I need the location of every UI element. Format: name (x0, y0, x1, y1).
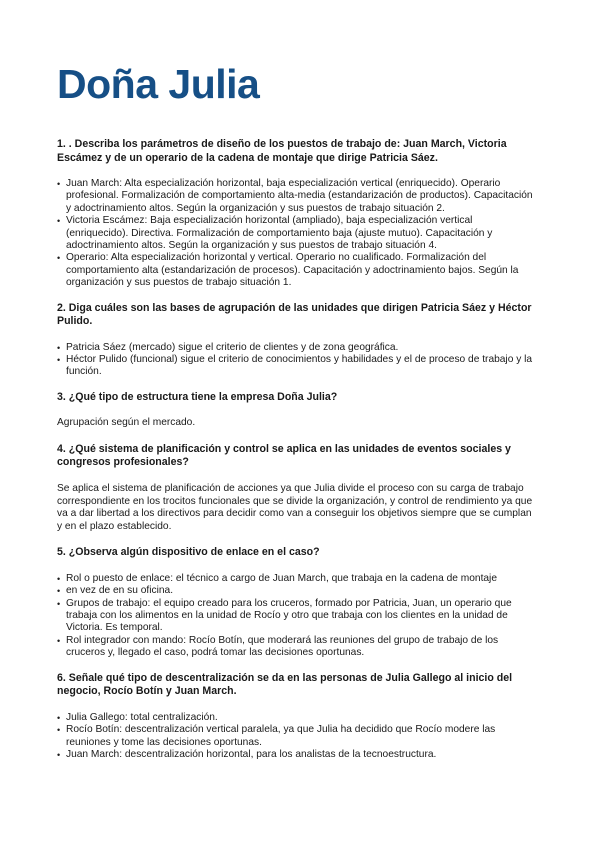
question-4: 4. ¿Qué sistema de planificación y control se aplica en las unidades de eventos sociales y congresos profesionales? (57, 442, 511, 469)
list-item: • en vez de en su oficina. (57, 585, 537, 597)
section-1 (57, 138, 537, 290)
answer-paragraph-4: Se aplica el sistema de planificación de acciones ya que Julia divide el proceso con su carga de trabajo correspondiente en los trocitos funcionales que se divide la organización, y control de rendimiento ya que va a dar libertad a los directivos para decidir como van a conseguir los objetivos siempre que se cumplan y en el plazo establecido. (57, 482, 533, 532)
section-3 (57, 391, 537, 430)
list-item: • Héctor Pulido (funcional) sigue el criterio de conocimientos y habilidades y el de proceso de trabajo y la función. (57, 354, 537, 379)
question-1: 1. . Describa los parámetros de diseño de los puestos de trabajo de: Juan March, Victoria Escámez y de un operario de la cadena de montaje que dirige Patricia Sáez. (57, 138, 507, 164)
question-5: 5. ¿Observa algún dispositivo de enlace en el caso? (57, 546, 320, 559)
list-item: • Operario: Alta especialización horizontal y vertical. Operario no cualificado. Formalización del comportamiento alta (estandarización de procesos). Capacitación y adoctrinamiento bajos. Según la organización y sus puestos de trabajo situación 1. (57, 252, 537, 289)
answer-paragraph-3: Agrupación según el mercado. (57, 417, 196, 429)
list-item: • Rol o puesto de enlace: el técnico a cargo de Juan March, que trabaja en la cadena de montaje (57, 573, 537, 585)
answer-list-2 (57, 342, 537, 379)
section-4 (57, 443, 537, 533)
answer-list-6 (57, 712, 537, 762)
list-item: • Rocío Botín: descentralización vertical paralela, ya que Julia ha decidido que Rocío modere las reuniones y tome las decisiones oportunas. (57, 724, 537, 749)
question-6: 6. Señale qué tipo de descentralización se da en las personas de Julia Gallego al inicio del negocio, Rocío Botín y Juan March. (57, 671, 513, 698)
section-6 (57, 672, 537, 762)
list-item: • Rol integrador con mando: Rocío Botín, que moderará las reuniones del grupo de trabajo de los cruceros y, llegado el caso, podrá tomar las decisiones oportunas. (57, 635, 537, 660)
section-2 (57, 302, 537, 379)
question-3: 3. ¿Qué tipo de estructura tiene la empresa Doña Julia? (57, 390, 338, 403)
question-2: 2. Diga cuáles son las bases de agrupación de las unidades que dirigen Patricia Sáez y Héctor Pulido. (57, 301, 532, 328)
list-item: • Juan March: Alta especialización horizontal, baja especialización vertical (enriquecido). Operario profesional. Formalización de comportamiento alta-media (estandarización de productos). Capacitación y adoctrinamiento altos. Según la organización y sus puestos de trabajo situación 2. (57, 178, 537, 215)
list-item: • Julia Gallego: total centralización. (57, 712, 537, 724)
answer-list-5 (57, 573, 537, 660)
list-item: • Grupos de trabajo: el equipo creado para los cruceros, formado por Patricia, Juan, un operario que trabaja con los alimentos en la unidad de Rocío y otro que trabaja con los clientes en la unidad de Victoria. Es temporal. (57, 598, 537, 635)
section-5 (57, 546, 537, 659)
answer-list-1 (57, 178, 537, 290)
list-item: • Juan March: descentralización horizontal, para los analistas de la tecnoestructura. (57, 749, 537, 761)
document-title: Doña Julia (57, 61, 260, 107)
list-item: • Victoria Escámez: Baja especialización horizontal (ampliado), baja especialización vertical (enriquecido). Directiva. Formalización de comportamiento baja (ajuste mutuo). Capacitación y adoctrinamiento altos. Según la organización y sus puestos de trabajo situación 4. (57, 215, 537, 252)
list-item: • Patricia Sáez (mercado) sigue el criterio de clientes y de zona geográfica. (57, 342, 537, 354)
